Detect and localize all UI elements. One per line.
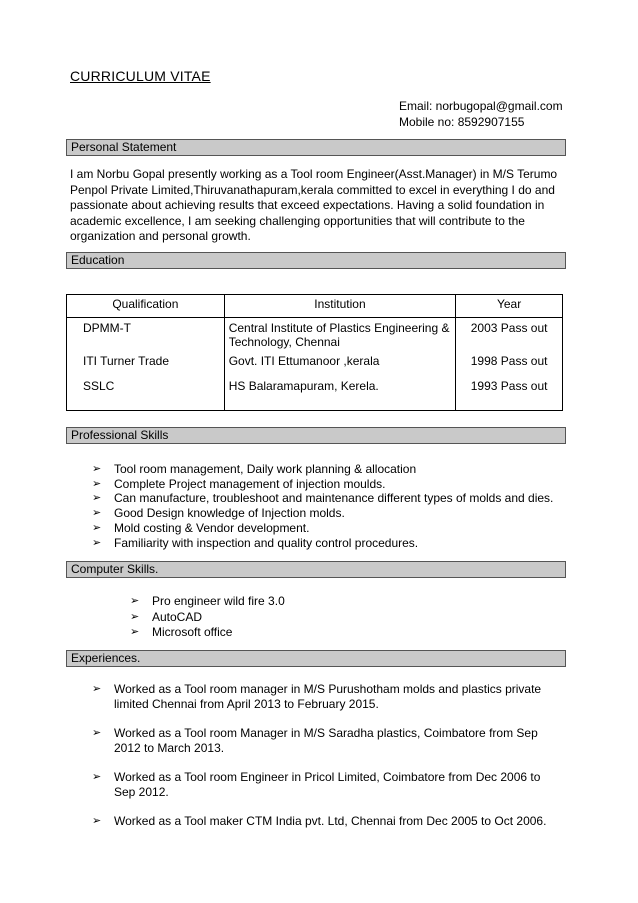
list-item: ➢ Can manufacture, troubleshoot and maintenance different types of molds and dies. <box>92 491 554 506</box>
cell-qualification: ITI Turner Trade <box>67 351 225 376</box>
arrow-bullet-icon: ➢ <box>92 815 102 827</box>
cell-qualification: DPMM-T <box>67 318 225 352</box>
header-institution: Institution <box>224 295 456 318</box>
list-item: ➢ Worked as a Tool room Manager in M/S Saradha plastics, Coimbatore from Sep 2012 to March 2013. <box>92 726 538 755</box>
arrow-bullet-icon: ➢ <box>92 536 102 549</box>
cell-year: 1993 Pass out <box>456 376 563 410</box>
list-item: ➢ Good Design knowledge of Injection molds. <box>92 506 345 521</box>
list-item: ➢ AutoCAD <box>130 609 203 624</box>
cell-year: 2003 Pass out <box>456 318 563 352</box>
computer-skills-list <box>130 594 430 641</box>
experiences-list <box>92 682 562 829</box>
education-header-row <box>67 295 563 318</box>
list-item: ➢ Microsoft office <box>130 625 233 639</box>
arrow-bullet-icon: ➢ <box>92 463 102 475</box>
section-computer-skills: Computer Skills. <box>66 561 566 578</box>
table-row <box>67 318 563 352</box>
contact-block <box>399 98 563 130</box>
list-item: ➢ Worked as a Tool maker CTM India pvt. Ltd, Chennai from Dec 2005 to Oct 2006. <box>92 814 547 828</box>
arrow-bullet-icon: ➢ <box>92 771 102 783</box>
table-row <box>67 351 563 376</box>
cell-year: 1998 Pass out <box>456 351 563 376</box>
header-year: Year <box>456 295 563 318</box>
cell-qualification: SSLC <box>67 376 225 410</box>
arrow-bullet-icon: ➢ <box>130 595 140 607</box>
list-item: ➢ Worked as a Tool room manager in M/S Purushotham molds and plastics private limited Chennai from April 2013 to February 2015. <box>92 682 542 711</box>
arrow-bullet-icon: ➢ <box>92 477 102 490</box>
arrow-bullet-icon: ➢ <box>92 727 102 739</box>
list-item: ➢ Worked as a Tool room Engineer in Pricol Limited, Coimbatore from Dec 2006 to Sep 2012. <box>92 770 541 799</box>
education-table <box>66 294 563 411</box>
list-item: ➢ Mold costing & Vendor development. <box>92 520 310 535</box>
header-qualification: Qualification <box>67 295 225 318</box>
section-professional-skills: Professional Skills <box>66 427 566 444</box>
page-title: CURRICULUM VITAE <box>70 68 211 84</box>
cell-institution: Govt. ITI Ettumanoor ,kerala <box>224 351 456 376</box>
personal-statement-text: I am Norbu Gopal presently working as a Tool room Engineer(Asst.Manager) in M/S Terumo Penpol Private Limited,Thiruvanathapuram,kerala committed to excel in everything I do and passionate about achieving results that exceed expectations. Having a solid foundation in academic excellence, I am seeking challenging opportunities that will contribute to the organization and personal growth. <box>70 167 558 243</box>
table-row <box>67 376 563 410</box>
cell-institution: HS Balaramapuram, Kerela. <box>224 376 456 410</box>
arrow-bullet-icon: ➢ <box>92 492 102 505</box>
list-item: ➢ Tool room management, Daily work planning & allocation <box>92 462 417 476</box>
arrow-bullet-icon: ➢ <box>130 610 140 623</box>
arrow-bullet-icon: ➢ <box>92 683 102 695</box>
list-item: ➢ Complete Project management of injection moulds. <box>92 476 386 491</box>
arrow-bullet-icon: ➢ <box>130 626 140 638</box>
mobile-text: Mobile no: 8592907155 <box>399 115 525 129</box>
arrow-bullet-icon: ➢ <box>92 521 102 534</box>
section-education: Education <box>66 252 566 269</box>
section-experiences: Experiences. <box>66 650 566 667</box>
arrow-bullet-icon: ➢ <box>92 507 102 520</box>
section-personal-statement: Personal Statement <box>66 139 566 156</box>
list-item: ➢ Pro engineer wild fire 3.0 <box>130 594 285 608</box>
cell-institution: Central Institute of Plastics Engineering & Technology, Chennai <box>224 318 456 352</box>
list-item: ➢ Familiarity with inspection and quality control procedures. <box>92 535 419 550</box>
professional-skills-list <box>92 462 562 550</box>
email-text: Email: norbugopal@gmail.com <box>399 99 563 113</box>
